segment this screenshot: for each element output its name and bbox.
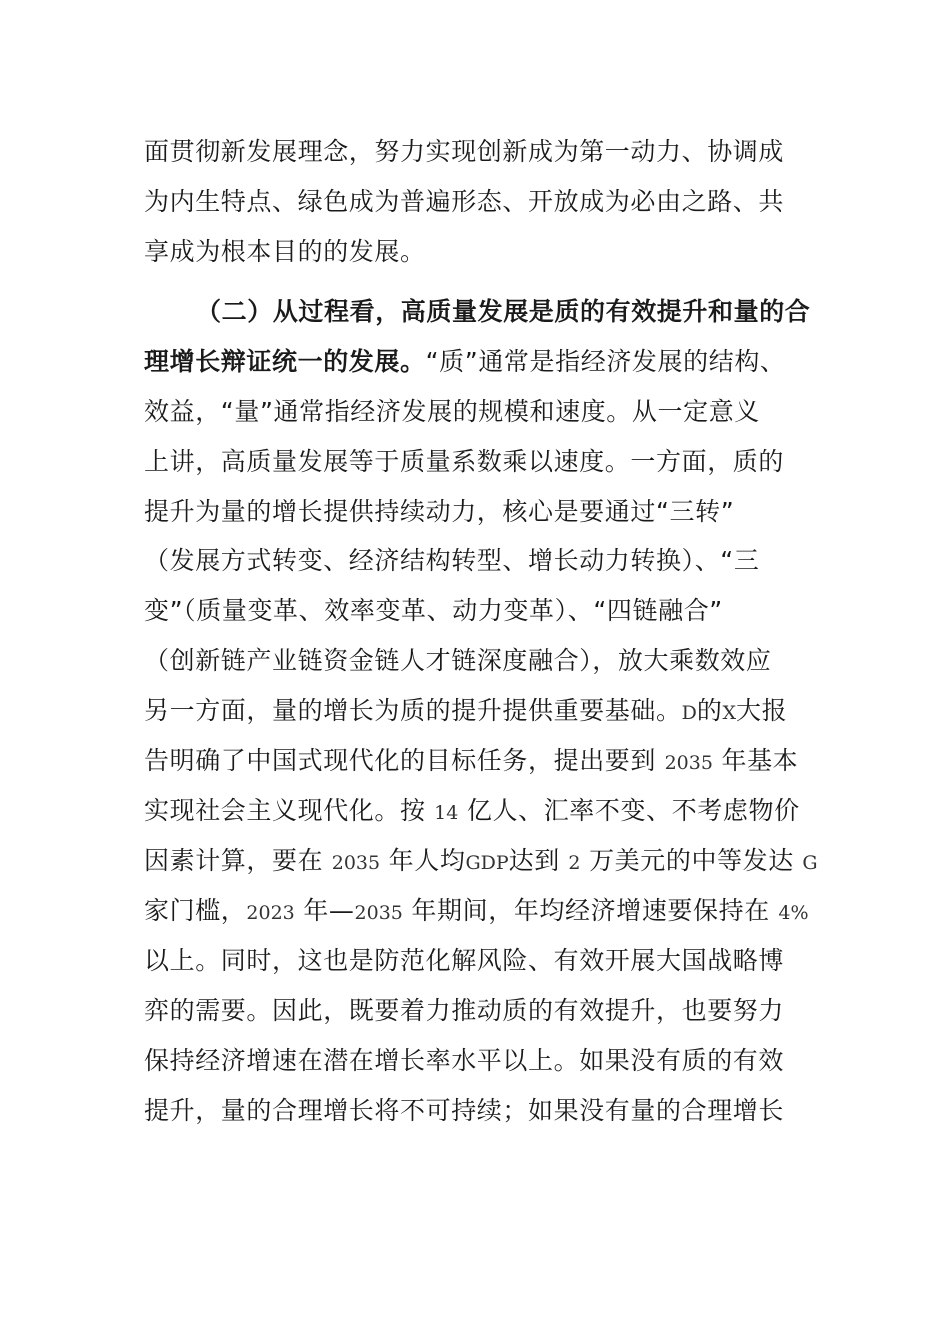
text-line — [144, 347, 786, 377]
text-line — [144, 696, 787, 728]
text-span: 年— — [303, 896, 355, 925]
text-line — [144, 896, 809, 928]
text-span: 家门槛， — [144, 896, 247, 925]
text-span: GDP — [465, 852, 509, 874]
text-span: 因素计算，要在 — [144, 846, 324, 875]
text-span: 告明确了中国式现代化的目标任务，提出要到 — [144, 746, 657, 775]
year-number: 2035 — [664, 752, 713, 774]
text-span: “质”通常是指经济发展的结构、 — [425, 347, 786, 376]
text-line — [144, 746, 798, 778]
text-line: 面贯彻新发展理念，努力实现创新成为第一动力、协调成 — [144, 137, 785, 166]
section-heading: （二）从过程看，高质量发展是质的有效提升和量的合 — [196, 297, 811, 326]
text-line — [144, 846, 818, 878]
text-span: 年期间，年均经济增速要保持在 — [411, 896, 770, 925]
text-line: 上讲，高质量发展等于质量系数乘以速度。一方面，质的 — [144, 447, 785, 476]
text-line: 弈的需要。因此，既要着力推动质的有效提升，也要努力 — [144, 996, 785, 1025]
text-line: 享成为根本目的的发展。 — [144, 237, 426, 266]
text-span: X — [722, 702, 736, 724]
text-line: 以上。同时，这也是防范化解风险、有效开展大国战略博 — [144, 946, 785, 975]
text-span: 的 — [696, 696, 723, 725]
section-heading-continued: 理增长辩证统一的发展。 — [144, 347, 426, 376]
number: 14 — [434, 802, 459, 824]
text-line: 提升为量的增长提供持续动力，核心是要通过“三转” — [144, 497, 735, 526]
text-span: 万美元的中等发达 — [589, 846, 794, 875]
text-line: 效益，“量”通常指经济发展的规模和速度。从一定意义 — [144, 397, 760, 426]
text-line: （创新链产业链资金链人才链深度融合），放大乘数效应 — [144, 646, 772, 675]
text-line: 提升，量的合理增长将不可持续；如果没有量的合理增长 — [144, 1096, 785, 1125]
text-span: 实现社会主义现代化。按 — [144, 796, 426, 825]
text-span: 亿人、汇率不变、不考虑物价 — [466, 796, 800, 825]
text-span: 年基本 — [721, 746, 799, 775]
text-span: 另一方面，量的增长为质的提升提供重要基础。 — [144, 696, 682, 725]
text-line: 变”（质量变革、效率变革、动力变革）、“四链融合” — [144, 596, 723, 625]
year-number: 2035 — [331, 852, 381, 874]
text-span: D — [681, 702, 697, 724]
percentage: 4% — [778, 902, 809, 924]
year-number: 2023 — [246, 902, 295, 924]
text-span: 达到 — [508, 846, 560, 875]
text-span: G — [802, 852, 818, 874]
text-line: 为内生特点、绿色成为普遍形态、开放成为必由之路、共 — [144, 187, 785, 216]
text-line — [144, 796, 800, 828]
text-line: （发展方式转变、经济结构转型、增长动力转换）、“三 — [144, 546, 760, 575]
number: 2 — [568, 852, 581, 874]
text-span: 大报 — [735, 696, 788, 725]
text-span: 年人均 — [388, 846, 466, 875]
text-line: 保持经济增速在潜在增长率水平以上。如果没有质的有效 — [144, 1046, 785, 1075]
year-number: 2035 — [354, 902, 403, 924]
